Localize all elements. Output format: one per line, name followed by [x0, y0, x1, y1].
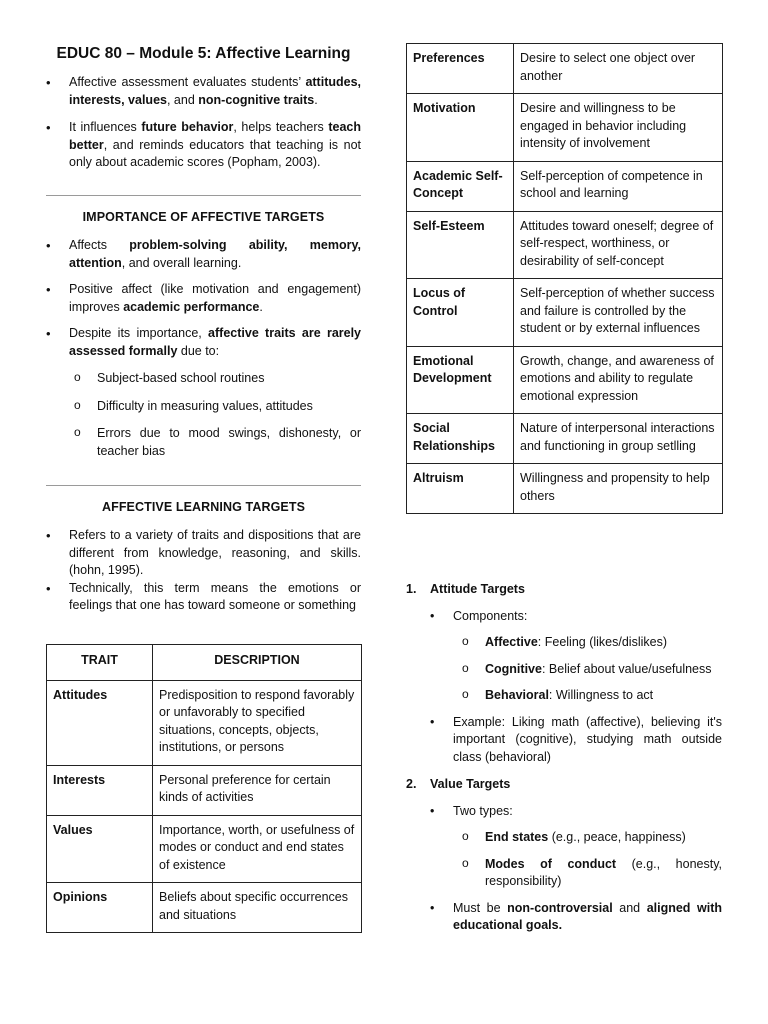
trait-description: Self-perception of whether success and failure is controlled by the student or by external influences: [514, 279, 723, 347]
table-row: [407, 161, 723, 211]
trait-description: Importance, worth, or usefulness of modes or conduct and end states of existence: [153, 815, 362, 883]
section-divider: [46, 485, 361, 486]
trait-name: Social Relationships: [407, 414, 514, 464]
importance-list: [46, 237, 361, 360]
value-targets: [406, 776, 722, 935]
table-row: [407, 279, 723, 347]
importance-item: • Despite its importance, affective traits are rarely assessed formally due to:: [46, 325, 361, 360]
reason-item: o Errors due to mood swings, dishonesty, or teacher bias: [46, 425, 361, 460]
table-row: [407, 346, 723, 414]
table-row: [407, 414, 723, 464]
bold-text: future behavior: [141, 120, 234, 134]
trait-name: Altruism: [407, 464, 514, 514]
component-item: o Affective: Feeling (likes/dislikes): [430, 634, 722, 652]
table-row: [47, 883, 362, 933]
trait-name: Locus of Control: [407, 279, 514, 347]
trait-description: Willingness and propensity to help others: [514, 464, 723, 514]
type-item: o Modes of conduct (e.g., honesty, responsibility): [430, 856, 722, 891]
component-item: o Behavioral: Willingness to act: [430, 687, 722, 705]
reason-item: o Subject-based school routines: [46, 370, 361, 388]
section-heading-targets: AFFECTIVE LEARNING TARGETS: [101, 500, 306, 514]
types-label: [430, 803, 722, 891]
trait-description: Growth, change, and awareness of emotions and ability to regulate emotional expression: [514, 346, 723, 414]
trait-table: [46, 644, 362, 933]
bold-text: End states: [485, 830, 549, 844]
table-row: [47, 765, 362, 815]
targets-list: [46, 527, 361, 615]
table-header-row: [47, 645, 362, 681]
trait-description: Desire to select one object over another: [514, 44, 723, 94]
type-item: o End states (e.g., peace, happiness): [430, 829, 722, 847]
section-heading-importance: IMPORTANCE OF AFFECTIVE TARGETS: [82, 210, 325, 224]
trait-name: Self-Esteem: [407, 211, 514, 279]
value-targets-heading: Value Targets: [430, 777, 511, 791]
bold-text: non-cognitive traits: [198, 92, 315, 107]
trait-name: Values: [47, 815, 153, 883]
bold-text: non-controversial: [507, 900, 613, 915]
types-list: [430, 829, 722, 891]
attitude-example: • Example: Liking math (affective), believing it's important (cognitive), studying math outside class (behavioral): [430, 714, 722, 767]
attitude-targets-heading: Attitude Targets: [430, 582, 525, 596]
bold-text: affective traits are rarely assessed formally: [69, 326, 362, 358]
item-number: 1.: [406, 582, 417, 596]
page-title: EDUC 80 – Module 5: Affective Learning: [56, 45, 351, 62]
reasons-list: [46, 370, 361, 460]
item-number: 2.: [406, 777, 417, 791]
trait-description: Attitudes toward oneself; degree of self-respect, worthiness, or desirability of self-concept: [514, 211, 723, 279]
trait-name: Interests: [47, 765, 153, 815]
intro-item: • Affective assessment evaluates students’ attitudes, interests, values, and non-cognitive traits.: [46, 74, 361, 109]
bold-text: attitudes, interests, values: [69, 75, 361, 107]
table-row: [47, 815, 362, 883]
trait-description: Desire and willingness to be engaged in behavior including intensity of involvement: [514, 94, 723, 162]
trait-description: Personal preference for certain kinds of activities: [153, 765, 362, 815]
components-label: [430, 608, 722, 705]
trait-description: Beliefs about specific occurrences and situations: [153, 883, 362, 933]
attitude-details: [430, 608, 722, 767]
targets-item: • Technically, this term means the emotions or feelings that one has toward someone or something: [46, 580, 361, 615]
targets-item: • Refers to a variety of traits and dispositions that are different from knowledge, reasoning, and skills. (hohn, 1995).: [46, 527, 361, 580]
components-list: [430, 634, 722, 705]
trait-name: Emotional Development: [407, 346, 514, 414]
attitude-targets: [406, 581, 722, 766]
bold-text: Behavioral: [485, 688, 549, 702]
numbered-targets: [406, 581, 722, 935]
trait-description: Self-perception of competence in school and learning: [514, 161, 723, 211]
trait-description: Nature of interpersonal interactions and functioning in group setlling: [514, 414, 723, 464]
bold-text: aligned with educational goals.: [453, 900, 722, 932]
intro-section: [46, 74, 361, 172]
bold-text: academic performance: [123, 299, 260, 314]
intro-item: • It influences future behavior, helps teachers teach better, and reminds educators that teaching is not only about academic scores (Popham, 2003).: [46, 119, 361, 172]
trait-name: Opinions: [47, 883, 153, 933]
header-trait: TRAIT: [47, 645, 153, 681]
table-row: [407, 464, 723, 514]
importance-item: • Positive affect (like motivation and engagement) improves academic performance.: [46, 281, 361, 316]
trait-name: Academic Self-Concept: [407, 161, 514, 211]
trait-description: Predisposition to respond favorably or unfavorably to specified situations, concepts, objects, institutions, or persons: [153, 680, 362, 765]
bold-text: Modes of conduct: [485, 856, 617, 871]
bold-text: Affective: [485, 635, 538, 649]
importance-section: [46, 237, 361, 460]
table-row: [407, 94, 723, 162]
targets-numbered-list: [406, 581, 722, 935]
targets-section: [46, 527, 361, 615]
trait-name: Motivation: [407, 94, 514, 162]
bold-text: Cognitive: [485, 661, 542, 676]
components-label-text: • Components:: [453, 608, 528, 623]
bold-text: teach better: [69, 120, 361, 152]
value-note: • Must be non-controversial and aligned with educational goals.: [430, 900, 722, 935]
section-divider: [46, 195, 361, 196]
trait-name: Attitudes: [47, 680, 153, 765]
value-details: [430, 803, 722, 935]
component-item: o Cognitive: Belief about value/usefulness: [430, 661, 722, 679]
reason-item: o Difficulty in measuring values, attitudes: [46, 398, 361, 416]
table-row: [407, 211, 723, 279]
trait-name: Preferences: [407, 44, 514, 94]
importance-item: • Affects problem-solving ability, memory, attention, and overall learning.: [46, 237, 361, 272]
header-description: DESCRIPTION: [153, 645, 362, 681]
types-label-text: • Two types:: [453, 803, 513, 818]
table-row: [407, 44, 723, 94]
trait-table-continued: [406, 43, 723, 514]
table-row: [47, 680, 362, 765]
intro-list: [46, 74, 361, 172]
bold-text: problem-solving ability, memory, attention: [69, 238, 361, 270]
